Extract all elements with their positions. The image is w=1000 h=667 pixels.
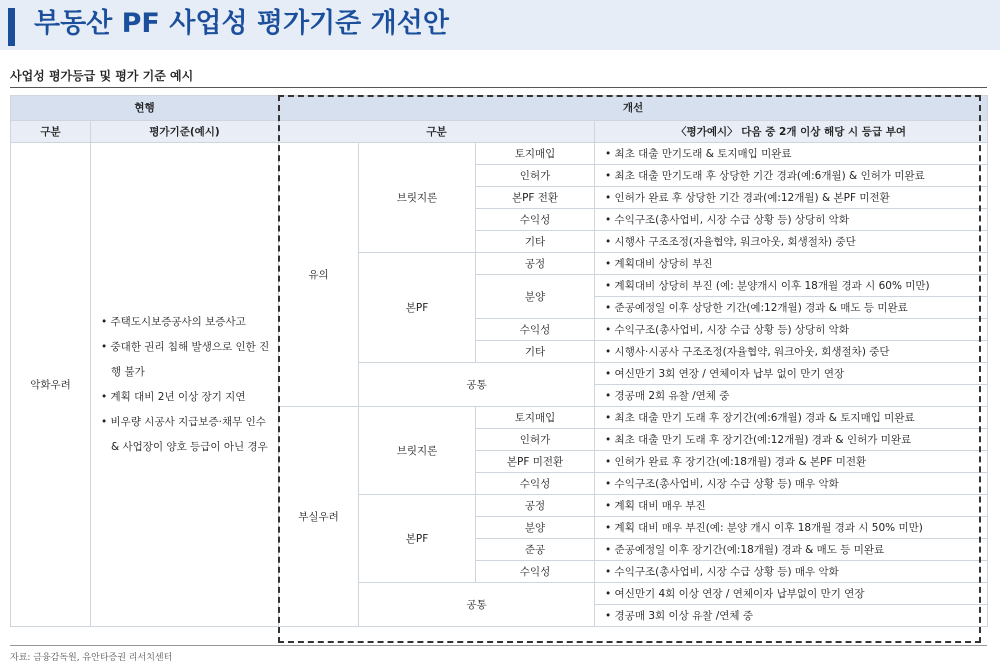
row-desc: • 최초 대출 만기도래 & 토지매입 미완료 (595, 143, 988, 165)
evaluation-table (10, 95, 988, 627)
row-item: 기타 (476, 231, 595, 253)
row-item: 본PF 미전환 (476, 451, 595, 473)
current-grade: 악화우려 (11, 143, 91, 627)
title-accent (8, 8, 15, 46)
row-desc: • 인허가 완료 후 상당한 기간 경과(예:12개월) & 본PF 미전환 (595, 187, 988, 209)
source-note: 자료: 금융감독원, 유안타증권 리서치센터 (10, 653, 173, 663)
row-desc: • 수익구조(총사업비, 시장 수급 상황 등) 매우 악화 (595, 561, 988, 583)
row-item: 본PF 전환 (476, 187, 595, 209)
row-item: 분양 (476, 517, 595, 539)
row-desc: • 계획 대비 매우 부진(예: 분양 개시 이후 18개월 경과 시 50% 미만) (595, 517, 988, 539)
caution-mainpf-label: 본PF (359, 253, 476, 363)
row-desc: • 계획 대비 매우 부진 (595, 495, 988, 517)
row-item: 수익성 (476, 209, 595, 231)
row-item: 인허가 (476, 165, 595, 187)
row-item: 인허가 (476, 429, 595, 451)
row-desc: • 최초 대출 만기 도래 후 장기간(예:12개월) 경과 & 인허가 미완료 (595, 429, 988, 451)
source-divider (10, 645, 987, 646)
row-desc: • 준공예정일 이후 상당한 기간(예:12개월) 경과 & 매도 등 미완료 (595, 297, 988, 319)
grade-insolvent: 부실우려 (279, 407, 359, 627)
row-desc: • 준공예정일 이후 장기간(예:18개월) 경과 & 매도 등 미완료 (595, 539, 988, 561)
grade-caution: 유의 (279, 143, 359, 407)
row-item: 분양 (476, 275, 595, 319)
header-criteria-improved: 〈평가예시〉 다음 중 2개 이상 해당 시 등급 부여 (595, 121, 988, 143)
row-desc: • 최초 대출 만기 도래 후 장기간(예:6개월) 경과 & 토지매입 미완료 (595, 407, 988, 429)
row-item: 수익성 (476, 561, 595, 583)
row-desc: • 시행사·시공사 구조조정(자율협약, 워크아웃, 회생절차) 중단 (595, 341, 988, 363)
row-item: 공정 (476, 253, 595, 275)
row-desc: • 계획대비 상당히 부진 (595, 253, 988, 275)
insolvent-mainpf-label: 본PF (359, 495, 476, 583)
row-desc: • 여신만기 3회 연장 / 연체이자 납부 없이 만기 연장 (595, 363, 988, 385)
caution-common-label: 공통 (359, 363, 595, 407)
row-desc: • 수익구조(총사업비, 시장 수급 상황 등) 상당히 악화 (595, 319, 988, 341)
table-subtitle: 사업성 평가등급 및 평가 기준 예시 (10, 69, 194, 83)
caution-bridge-label: 브릿지론 (359, 143, 476, 253)
current-criteria: • 주택도시보증공사의 보증사고 • 중대한 권리 침해 발생으로 인한 진 행 불가 • 계획 대비 2년 이상 장기 지연 • 비우량 시공사 지급보증·채무 인수 & 사업장이 양호 등급이 아닌 경우 (91, 143, 279, 627)
header-category-improved: 구분 (279, 121, 595, 143)
insolvent-common-label: 공통 (359, 583, 595, 627)
row-desc: • 수익구조(총사업비, 시장 수급 상황 등) 상당히 악화 (595, 209, 988, 231)
header-criteria-current: 평가기준(예시) (91, 121, 279, 143)
row-desc: • 시행사 구조조정(자율협약, 워크아웃, 회생절차) 중단 (595, 231, 988, 253)
row-desc: • 경공매 2회 유찰 /연체 중 (595, 385, 988, 407)
row-item: 토지매입 (476, 407, 595, 429)
row-item: 기타 (476, 341, 595, 363)
header-current: 현행 (11, 96, 279, 121)
row-item: 수익성 (476, 473, 595, 495)
page-title: 부동산 PF 사업성 평가기준 개선안 (34, 8, 449, 39)
row-desc: • 최초 대출 만기도래 후 상당한 기간 경과(예:6개월) & 인허가 미완료 (595, 165, 988, 187)
header-improved: 개선 (279, 96, 988, 121)
row-desc: • 인허가 완료 후 장기간(예:18개월) 경과 & 본PF 미전환 (595, 451, 988, 473)
subtitle-divider (10, 87, 987, 88)
table-row (11, 143, 988, 165)
row-item: 수익성 (476, 319, 595, 341)
row-desc: • 경공매 3회 이상 유찰 /연체 중 (595, 605, 988, 627)
row-desc: • 수익구조(총사업비, 시장 수급 상황 등) 매우 악화 (595, 473, 988, 495)
row-item: 토지매입 (476, 143, 595, 165)
header-category-current: 구분 (11, 121, 91, 143)
row-item: 준공 (476, 539, 595, 561)
row-item: 공정 (476, 495, 595, 517)
row-desc: • 계획대비 상당히 부진 (예: 분양개시 이후 18개월 경과 시 60% 미만) (595, 275, 988, 297)
row-desc: • 여신만기 4회 이상 연장 / 연체이자 납부없이 만기 연장 (595, 583, 988, 605)
insolvent-bridge-label: 브릿지론 (359, 407, 476, 495)
